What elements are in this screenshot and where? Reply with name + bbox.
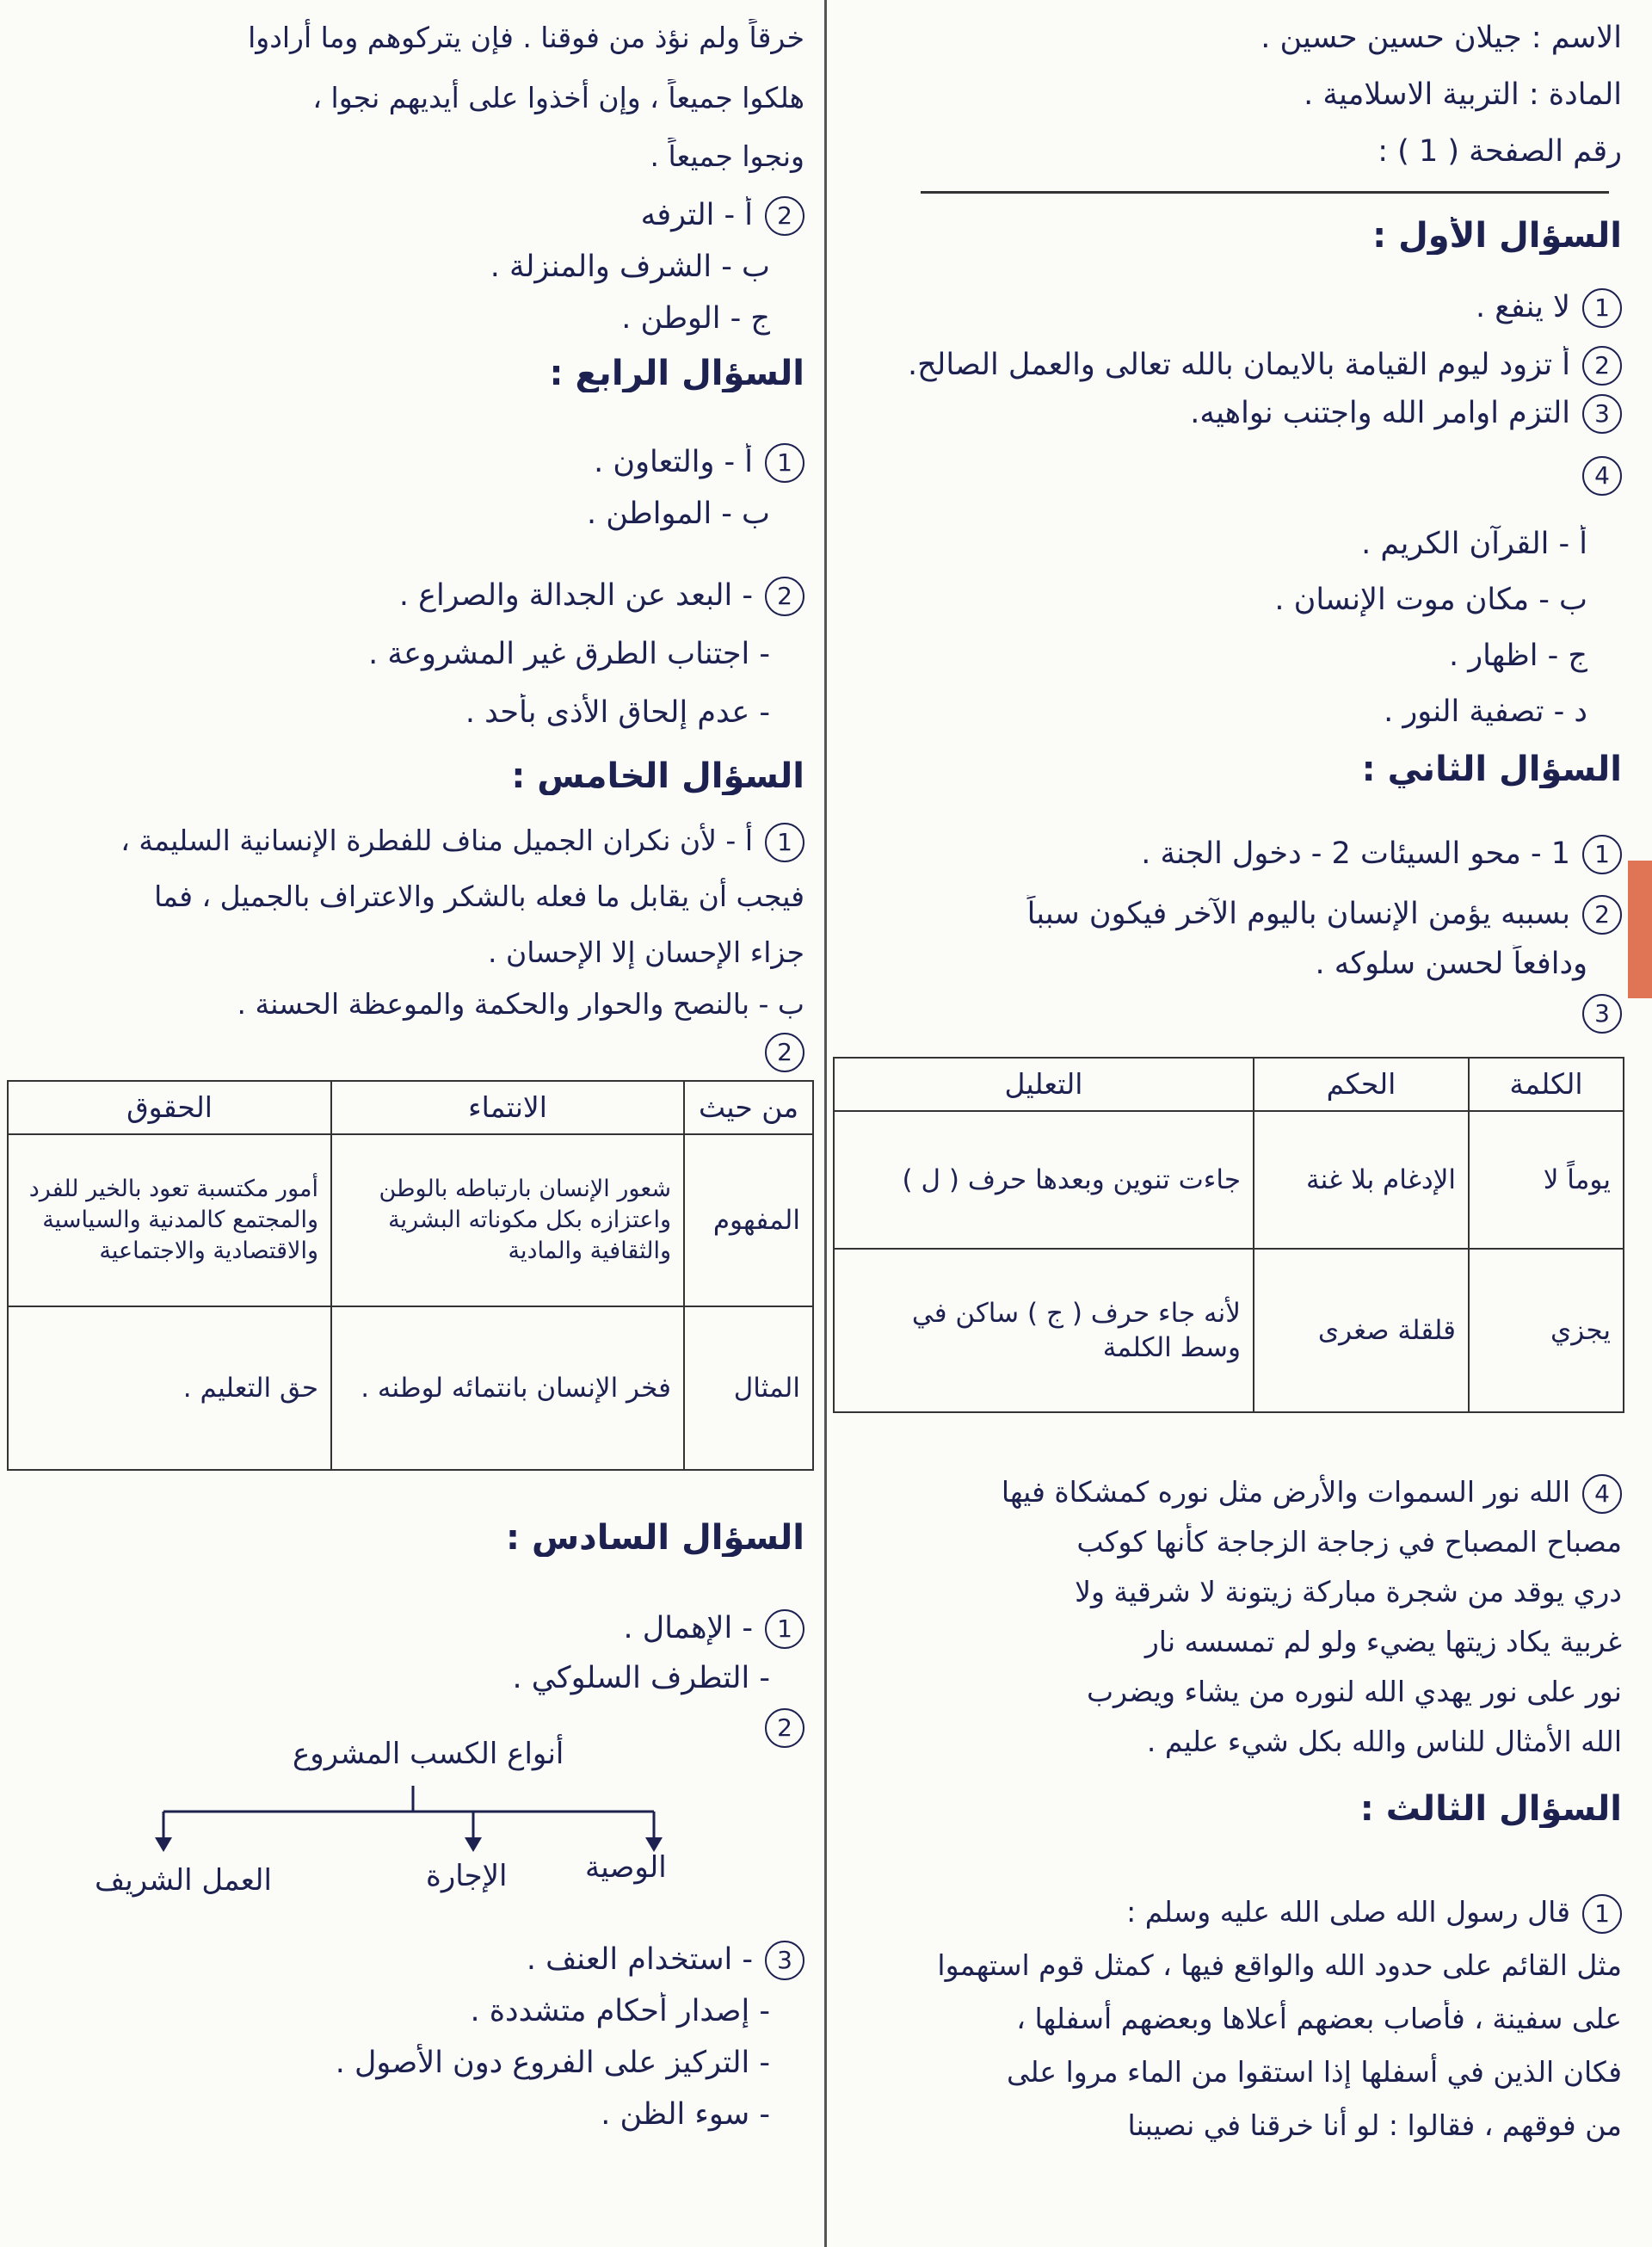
q6-item3-line: - التركيز على الفروع دون الأصول . — [335, 2046, 770, 2080]
q6-item1-line: - التطرف السلوكي . — [512, 1661, 770, 1695]
hadith-line: قال رسول الله صلى الله عليه وسلم : — [1126, 1895, 1570, 1929]
q4-item2-line: - اجتناب الطرق غير المشروعة . — [368, 637, 770, 671]
q1-item4-number: 4 — [1582, 456, 1622, 496]
table-cell: يوماً لا — [1469, 1111, 1624, 1249]
q5-item2-number: 2 — [765, 1033, 804, 1072]
hadith-line: من فوقهم ، فقالوا : لو أنا خرقنا في نصيبنا — [1127, 2108, 1622, 2142]
quran-verse-line: مصباح المصباح في زجاجة الزجاجة كأنها كوكب — [1076, 1525, 1622, 1559]
q6-item2-number: 2 — [765, 1708, 804, 1748]
q1-item2-number: 2 — [1582, 346, 1622, 386]
q3-item2-number: 2 — [765, 196, 804, 236]
q1-heading: السؤال الأول : — [1372, 217, 1622, 255]
q5-heading: السؤال الخامس : — [511, 757, 804, 795]
q1-item3-number: 3 — [1582, 394, 1622, 434]
diagram-child-label: الإجارة — [426, 1859, 508, 1893]
quran-verse-line: الله نور السموات والأرض مثل نوره كمشكاة فيها — [1001, 1475, 1570, 1509]
q2-item1-number: 1 — [1582, 835, 1622, 874]
q6-item3-line: - سوء الظن . — [601, 2097, 770, 2132]
q6-item3-line: - إصدار أحكام متشددة . — [470, 1994, 770, 2028]
table-cell: شعور الإنسان بارتباطه بالوطن واعتزازه بكل مكوناته البشرية والثقافية والمادية — [331, 1134, 684, 1306]
table-cell: قلقلة صغرى — [1254, 1249, 1469, 1412]
q2-item2-number: 2 — [1582, 895, 1622, 935]
q3-item2-line: أ - الترفه — [640, 198, 753, 232]
q6-item3-section — [17, 0, 804, 2247]
q4-item1-line: ب - المواطن . — [586, 497, 770, 531]
hadith-line: مثل القائم على حدود الله والواقع فيها ، كمثل قوم استهموا — [937, 1948, 1622, 1982]
table-cell: أمور مكتسبة تعود بالخير للفرد والمجتمع كالمدنية والسياسية والاقتصادية والاجتماعية — [8, 1134, 331, 1306]
quran-verse-line: دري يوقد من شجرة مباركة زيتونة لا شرقية ولا — [1075, 1575, 1622, 1608]
q2-item4-section — [848, 0, 1622, 2247]
q2-item2-line: بسببه يؤمن الإنسان باليوم الآخر فيكون سبباً — [1026, 897, 1570, 931]
table-header-cell: التعليل — [834, 1058, 1254, 1111]
q4-item1-number: 1 — [765, 443, 804, 483]
q4-item2-line: - البعد عن الجدالة والصراع . — [398, 578, 753, 613]
q6-heading: السؤال السادس : — [506, 1519, 804, 1557]
student-name: الاسم : جيلان حسين حسين . — [1261, 21, 1622, 55]
hadith-continued-line: هلكوا جميعاً ، وإن أخذوا على أيديهم نجوا ، — [312, 81, 804, 114]
q3-heading: السؤال الثالث : — [1359, 1790, 1622, 1828]
q2-item4-number: 4 — [1582, 1474, 1622, 1514]
q4-item2-number: 2 — [765, 577, 804, 616]
q4-item2-line: - عدم إلحاق الأذى بأحد . — [465, 695, 770, 730]
q1-item4-line: ج - اظهار . — [1448, 639, 1587, 673]
q5-item1-line: ب - بالنصح والحوار والحكمة والموعظة الحسنة . — [237, 987, 804, 1021]
table-cell: لأنه جاء حرف ( ج ) ساكن في وسط الكلمة — [834, 1249, 1254, 1412]
table-header-cell: الحكم — [1254, 1058, 1469, 1111]
table-cell: حق التعليم . — [8, 1306, 331, 1470]
q6-item3-number: 3 — [765, 1941, 804, 1980]
diagram-root-label: أنواع الكسب المشروع — [293, 1737, 564, 1771]
table-header-cell: الانتماء — [331, 1081, 684, 1134]
table-cell: يجزي — [1469, 1249, 1624, 1412]
q5-item1-line: فيجب أن يقابل ما فعله بالشكر والاعتراف بالجميل ، فما — [154, 880, 804, 913]
hadith-line: على سفينة ، فأصاب بعضهم أعلاها وبعضهم أسفلها ، — [1016, 2002, 1622, 2035]
table-cell: فخر الإنسان بانتمائه لوطنه . — [331, 1306, 684, 1470]
diagram-child-label: العمل الشريف — [95, 1863, 272, 1898]
q3-item1-number: 1 — [1582, 1894, 1622, 1934]
q2-item3-number: 3 — [1582, 994, 1622, 1034]
hadith-line: فكان الذين في أسفلها إذا استقوا من الماء مروا على — [1006, 2055, 1622, 2089]
table-cell: الإدغام بلا غنة — [1254, 1111, 1469, 1249]
q4-item1-line: أ - والتعاون . — [594, 445, 753, 479]
q3-item2-line: ب - الشرف والمنزلة . — [490, 250, 770, 284]
q1-item3-text: التزم اوامر الله واجتنب نواهيه. — [1190, 396, 1570, 430]
table-header-cell: الحقوق — [8, 1081, 331, 1134]
hadith-continued-line: خرقاً ولم نؤذ من فوقنا . فإن يتركوهم وما أرادوا — [248, 21, 804, 54]
table-header-cell: من حيث — [684, 1081, 813, 1134]
table-cell: جاءت تنوين وبعدها حرف ( ل ) — [834, 1111, 1254, 1249]
q6-item1-number: 1 — [765, 1609, 804, 1649]
q1-item4-line: د - تصفية النور . — [1384, 694, 1587, 729]
hadith-continued-line: ونجوا جميعاً . — [650, 139, 804, 173]
q1-item1-text: لا ينفع . — [1476, 290, 1570, 324]
quran-verse-line: نور على نور يهدي الله لنوره من يشاء ويضرب — [1086, 1675, 1622, 1708]
quran-verse-line: غربية يكاد زيتها يضيء ولو لم تمسسه نار — [1144, 1625, 1622, 1658]
q1-item2-text: أ تزود ليوم القيامة بالايمان بالله تعالى والعمل الصالح. — [907, 348, 1570, 382]
q2-item2-line: ودافعاً لحسن سلوكه . — [1315, 947, 1587, 981]
q5-item1-number: 1 — [765, 823, 804, 862]
quran-verse-line: الله الأمثال للناس والله بكل شيء عليم . — [1146, 1725, 1622, 1758]
diagram-child-label: الوصية — [585, 1850, 667, 1885]
q1-item4-line: ب - مكان موت الإنسان . — [1274, 583, 1587, 617]
column-divider — [824, 0, 827, 2247]
q5-item1-line: أ - لأن نكران الجميل مناف للفطرة الإنسانية السليمة ، — [120, 824, 753, 857]
q2-heading: السؤال الثاني : — [1361, 750, 1622, 788]
table-header-cell: الكلمة — [1469, 1058, 1624, 1111]
q6-item3-line: - استخدام العنف . — [526, 1942, 753, 1977]
q2-item1-text: 1 - محو السيئات 2 - دخول الجنة . — [1141, 836, 1570, 871]
q3-item2-line: ج - الوطن . — [621, 301, 770, 336]
q6-item1-line: - الإهمال . — [623, 1611, 753, 1645]
q1-item4-line: أ - القرآن الكريم . — [1361, 527, 1587, 561]
q1-item1-number: 1 — [1582, 288, 1622, 328]
table-cell: المثال — [684, 1306, 813, 1470]
page-edge-mark — [1628, 861, 1652, 998]
q5-item1-line: جزاء الإحسان إلا الإحسان . — [488, 935, 804, 969]
subject-line: المادة : التربية الاسلامية . — [1304, 77, 1622, 112]
table-cell: المفهوم — [684, 1134, 813, 1306]
q4-heading: السؤال الرابع : — [549, 355, 804, 392]
page-number-line: رقم الصفحة ( 1 ) : — [1378, 134, 1622, 169]
